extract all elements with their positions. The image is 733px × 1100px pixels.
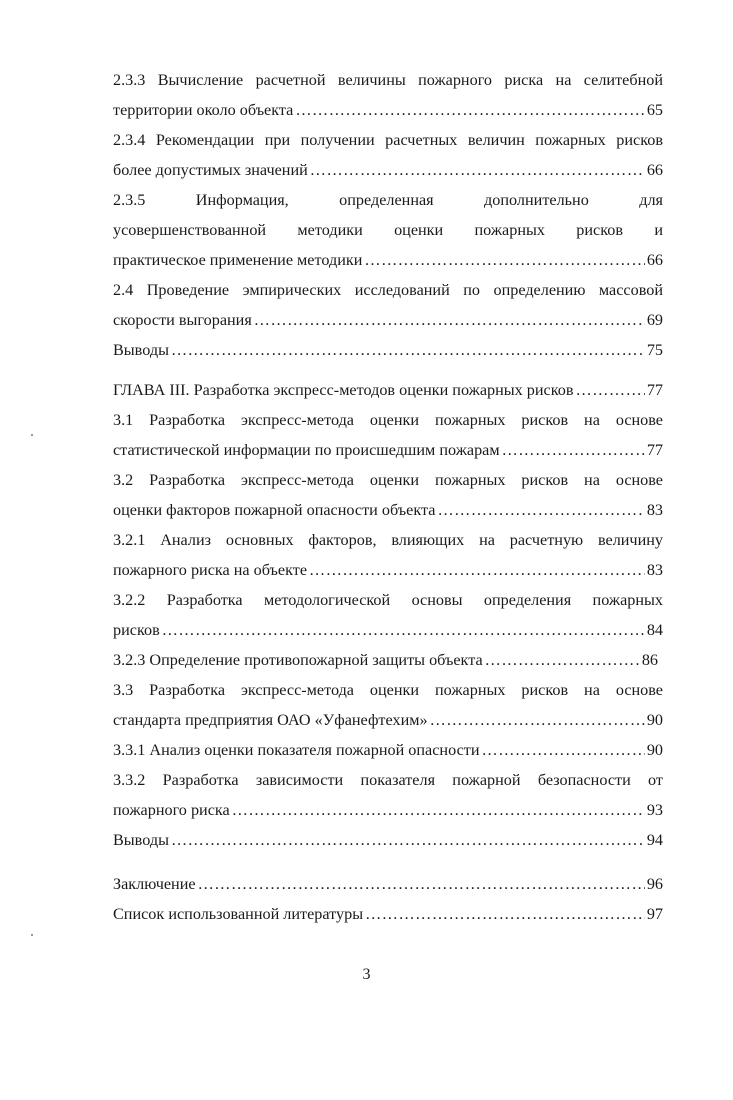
toc-entry-text: статистической информации по происшедшим пожарам (113, 441, 500, 459)
toc-entry-3-3-2-line-1: 3.3.2 Разработка зависимости показателя пожарной безопасности от (113, 771, 663, 789)
toc-entry-chapter-3 (113, 377, 663, 403)
toc-entry-3-3-2-line-2 (113, 797, 663, 823)
toc-entry-text: Выводы (113, 831, 169, 849)
dot-leader (365, 901, 645, 927)
toc-page-number: 86 (641, 651, 658, 669)
toc-entry-3-2-2-line-2 (113, 617, 663, 643)
toc-entry-2-3-5-line-3 (113, 247, 663, 273)
toc-entry-text: пожарного риска на объекте (113, 561, 308, 579)
toc-entry-text: более допустимых значений (113, 161, 308, 179)
scan-artifact-dot (31, 934, 33, 936)
dot-leader (485, 647, 640, 673)
toc-entry-3-2-1-line-1: 3.2.1 Анализ основных факторов, влияющих на расчетную величину (113, 531, 663, 549)
dot-leader (254, 307, 645, 333)
toc-page-number: 69 (646, 311, 663, 329)
toc-entry-3-1-line-1: 3.1 Разработка экспресс-метода оценки пожарных рисков на основе (113, 411, 663, 429)
toc-entry-text: территории около объекта (113, 101, 294, 119)
toc-page-number: 77 (646, 381, 663, 399)
toc-page-number: 94 (646, 831, 663, 849)
toc-entry-2-3-4-line-2 (113, 157, 663, 183)
toc-entry-3-2-2-line-1: 3.2.2 Разработка методологической основы определения пожарных (113, 591, 663, 609)
toc-entry-references (113, 901, 663, 927)
toc-entry-conclusions-ch3 (113, 827, 663, 853)
dot-leader (502, 437, 645, 463)
toc-entry-text: Выводы (113, 341, 169, 359)
toc-page-number: 97 (646, 905, 663, 923)
toc-entry-2-4-line-2 (113, 307, 663, 333)
toc-entry-text: скорости выгорания (113, 311, 252, 329)
toc-entry-2-3-5-line-1: 2.3.5 Информация, определенная дополнительно для (113, 191, 663, 209)
dot-leader (171, 337, 645, 363)
toc-entry-text: Список использованной литературы (113, 905, 364, 923)
dot-leader (437, 497, 644, 523)
toc-page-number: 77 (646, 441, 663, 459)
toc-entry-2-3-3-line-1: 2.3.3 Вычисление расчетной величины пожарного риска на селитебной (113, 71, 663, 89)
dot-leader (198, 871, 645, 897)
toc-page-number: 83 (646, 501, 663, 519)
toc-entry-text: Заключение (113, 875, 196, 893)
toc-page-number: 90 (646, 711, 663, 729)
dot-leader (162, 617, 645, 643)
toc-page-number: 90 (646, 741, 663, 759)
toc-entry-text: стандарта предприятия ОАО «Уфанефтехим» (113, 711, 428, 729)
toc-entry-conclusions-ch2 (113, 337, 663, 363)
toc-entry-text: 3.3.1 Анализ оценки показателя пожарной опасности (113, 741, 480, 759)
toc-entry-2-3-3-line-2 (113, 97, 663, 123)
toc-entry-2-3-4-line-1: 2.3.4 Рекомендации при получении расчетных величин пожарных рисков (113, 131, 663, 149)
toc-page-number: 75 (646, 341, 663, 359)
toc-page-number: 65 (646, 101, 663, 119)
toc-entry-text: практическое применение методики (113, 251, 363, 269)
toc-entry-3-3-line-1: 3.3 Разработка экспресс-метода оценки пожарных рисков на основе (113, 681, 663, 699)
toc-page-number: 84 (646, 621, 663, 639)
toc-entry-2-3-5-line-2: усовершенствованной методики оценки пожарных рисков и (113, 221, 663, 239)
toc-entry-3-3-1 (113, 737, 663, 763)
scan-artifact-dot (31, 434, 33, 436)
toc-entry-3-2-1-line-2 (113, 557, 663, 583)
toc-page-number: 93 (646, 801, 663, 819)
toc-entry-text: ГЛАВА III. Разработка экспресс-методов оценки пожарных рисков (113, 381, 574, 399)
toc-entry-text: 3.2.3 Определение противопожарной защиты объекта (113, 651, 483, 669)
toc-entry-text: оценки факторов пожарной опасности объекта (113, 501, 436, 519)
toc-page-number: 83 (646, 561, 663, 579)
toc-entry-text: рисков (113, 621, 160, 639)
toc-page-number: 66 (646, 161, 663, 179)
dot-leader (364, 247, 644, 273)
dot-leader (232, 797, 645, 823)
toc-entry-3-1-line-2 (113, 437, 663, 463)
toc-entry-text: пожарного риска (113, 801, 230, 819)
page-number: 3 (362, 966, 371, 983)
toc-page-number: 66 (646, 251, 663, 269)
toc-entry-summary (113, 871, 663, 897)
dot-leader (430, 707, 645, 733)
toc-entry-2-4-line-1: 2.4 Проведение эмпирических исследований по определению массовой (113, 281, 663, 299)
dot-leader (171, 827, 645, 853)
toc-page-number: 96 (646, 875, 663, 893)
dot-leader (482, 737, 645, 763)
dot-leader (295, 97, 644, 123)
dot-leader (310, 157, 645, 183)
toc-entry-3-2-line-1: 3.2 Разработка экспресс-метода оценки пожарных рисков на основе (113, 471, 663, 489)
dot-leader (576, 377, 645, 403)
dot-leader (309, 557, 645, 583)
toc-entry-3-2-3 (113, 647, 658, 673)
toc-entry-3-2-line-2 (113, 497, 663, 523)
toc-entry-3-3-line-2 (113, 707, 663, 733)
